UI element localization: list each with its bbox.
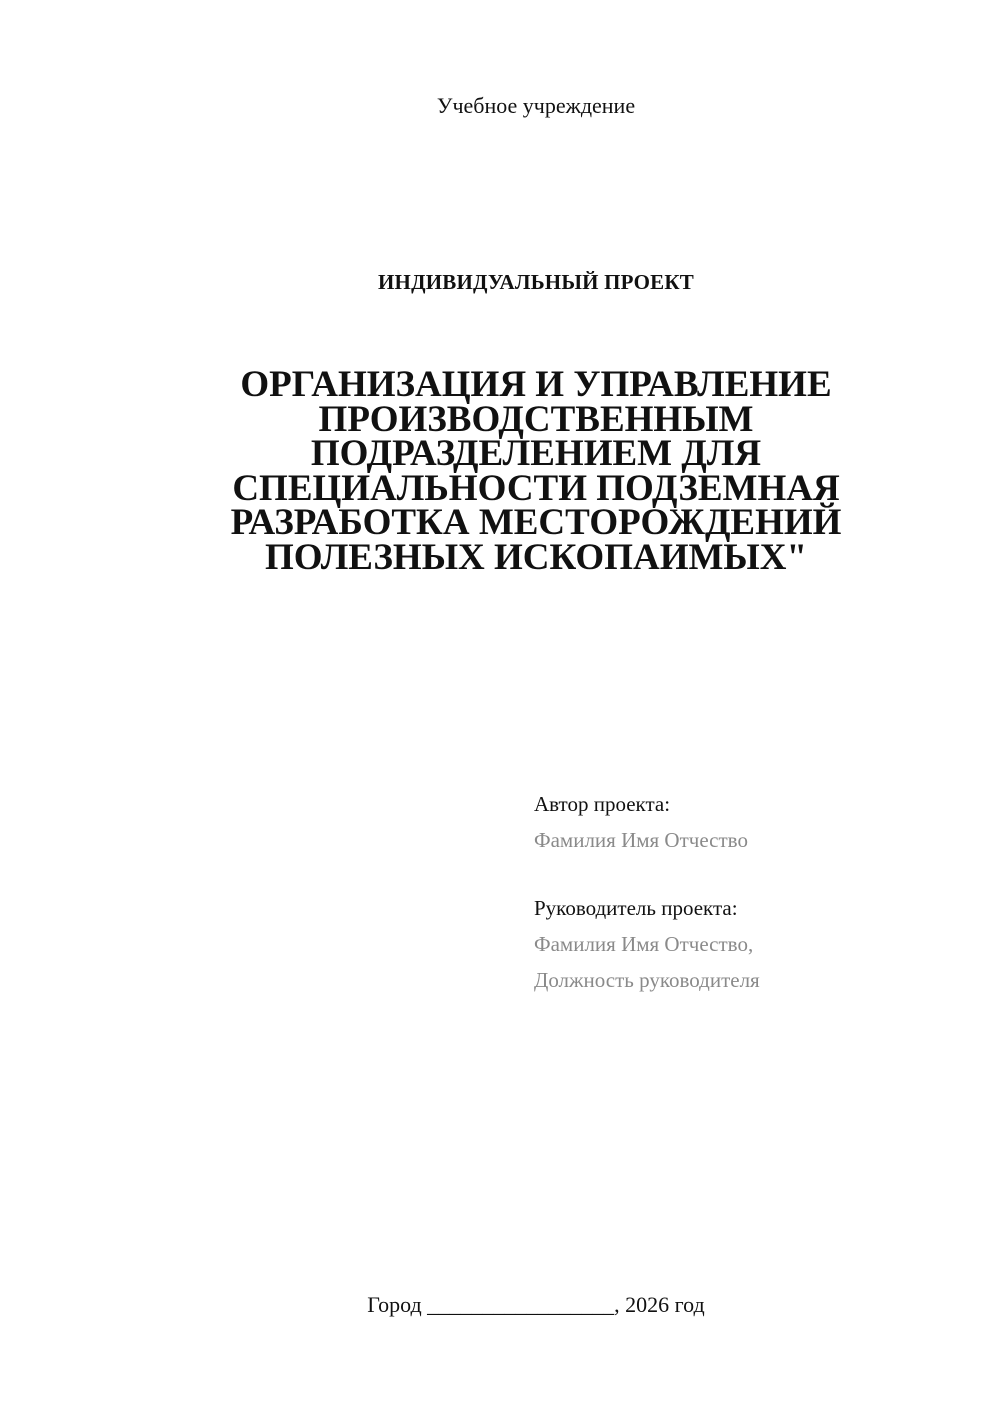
project-type-heading: ИНДИВИДУАЛЬНЫЙ ПРОЕКТ [378,270,694,294]
project-title-line: ПОДРАЗДЕЛЕНИЕМ ДЛЯ [310,433,762,474]
supervisor-position-placeholder: Должность руководителя [534,968,760,992]
author-label: Автор проекта: [534,792,671,816]
institution-name: Учебное учреждение [436,93,636,118]
author-block [534,786,974,858]
project-title [180,364,892,578]
supervisor-label: Руководитель проекта: [534,896,738,920]
project-title-line: РАЗРАБОТКА МЕСТОРОЖДЕНИЙ [230,502,842,543]
author-name-placeholder: Фамилия Имя Отчество [534,828,748,852]
project-title-line: СПЕЦИАЛЬНОСТИ ПОДЗЕМНАЯ [232,467,840,509]
project-title-line: ОРГАНИЗАЦИЯ И УПРАВЛЕНИЕ [240,364,832,405]
project-title-line: ПОЛЕЗНЫХ ИСКОПАИМЫХ" [264,536,807,578]
city-year-line: Город _________________, 2026 год [367,1292,705,1317]
supervisor-name-placeholder: Фамилия Имя Отчество, [534,932,754,956]
supervisor-block [534,890,974,998]
project-title-line: ПРОИЗВОДСТВЕННЫМ [318,398,754,440]
